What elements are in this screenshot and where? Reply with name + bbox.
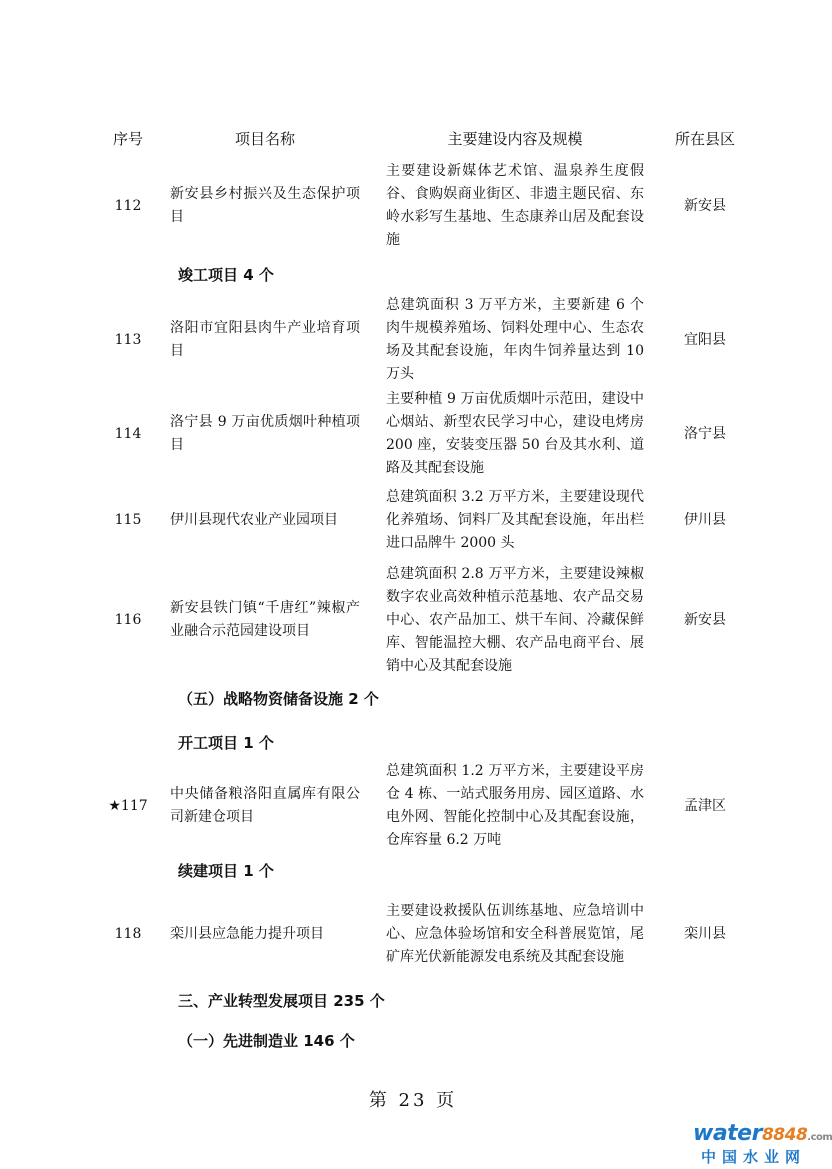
logo-number-text: 8848 [761,1125,808,1145]
table-header [0,128,826,152]
table-row [0,760,826,852]
logo-suffix-text: .com [807,1132,832,1143]
row-content: 总建筑面积 1.2 万平方米，主要建设平房仓 4 栋、一站式服务用房、园区道路、水电外网、智能化控制中心及其配套设施，仓库容量 6.2 万吨 [386,763,644,848]
row-name: 伊川县现代农业产业园项目 [170,511,338,528]
row-seq: 116 [114,611,142,628]
row-name: 新安县铁门镇“千唐红”辣椒产业融合示范园建设项目 [170,600,360,639]
row-location: 孟津区 [684,797,726,814]
row-seq: 113 [114,331,142,348]
table-row [0,484,826,556]
row-name: 洛宁县 9 万亩优质烟叶种植项目 [170,414,360,453]
section-heading-strategic: （五）战略物资储备设施 2 个 [178,690,379,708]
section-heading-manufacturing: （一）先进制造业 146 个 [178,1032,355,1050]
header-name: 项目名称 [234,130,295,148]
row-content: 总建筑面积 3 万平方米，主要新建 6 个肉牛规模养殖场、饲料处理中心、生态农场及其配套设施，年肉牛饲养量达到 10 万头 [386,297,644,382]
table-row [0,562,826,678]
row-seq: 114 [114,425,142,442]
water8848-logo [693,1121,832,1166]
row-location: 伊川县 [684,511,726,528]
row-content: 总建筑面积 3.2 万平方米，主要建设现代化养殖场、饲料厂及其配套设施，年出栏进口品牌牛 2000 头 [386,488,644,551]
row-location: 洛宁县 [684,425,726,442]
table-row [0,160,826,252]
logo-water-text: water [693,1121,762,1146]
row-name: 新安县乡村振兴及生态保护项目 [170,186,360,225]
row-seq: 115 [114,511,142,528]
section-heading-continued: 续建项目 1 个 [178,862,274,880]
row-seq: 118 [114,925,142,942]
table-row [0,888,826,980]
row-location: 新安县 [684,611,726,628]
header-content: 主要建设内容及规模 [447,130,583,148]
row-location: 宜阳县 [684,331,726,348]
page-number: 第 23 页 [368,1090,458,1111]
row-location: 新安县 [684,197,726,214]
row-location: 栾川县 [684,925,726,942]
logo-chinese-text: 中国水业网 [701,1148,807,1166]
section-heading-started: 开工项目 1 个 [178,734,274,752]
row-content: 主要种植 9 万亩优质烟叶示范田，建设中心烟站、新型农民学习中心，建设电烤房 200 座，安装变压器 50 台及其水利、道路及其配套设施 [386,391,644,476]
table-row [0,294,826,386]
row-name: 中央储备粮洛阳直属库有限公司新建仓项目 [170,786,360,825]
table-row [0,388,826,480]
row-seq: ★117 [108,797,148,814]
header-location: 所在县区 [674,130,735,148]
header-seq: 序号 [112,130,143,148]
row-content: 主要建设救援队伍训练基地、应急培训中心、应急体验场馆和安全科普展览馆，尾矿库光伏新能源发电系统及其配套设施 [386,902,644,965]
row-name: 洛阳市宜阳县肉牛产业培育项目 [170,320,360,359]
row-name: 栾川县应急能力提升项目 [170,925,324,942]
row-content: 主要建设新媒体艺术馆、温泉养生度假谷、食购娱商业街区、非遗主题民宿、东岭水彩写生基地、生态康养山居及配套设施 [386,163,644,248]
section-heading-completed: 竣工项目 4 个 [178,266,274,284]
row-content: 总建筑面积 2.8 万平方米，主要建设辣椒数字农业高效种植示范基地、农产品交易中心、农产品加工、烘干车间、冷藏保鲜库、智能温控大棚、农产品电商平台、展销中心及其配套设施 [386,565,644,674]
section-heading-industry: 三、产业转型发展项目 235 个 [178,992,385,1010]
row-seq: 112 [114,197,142,214]
